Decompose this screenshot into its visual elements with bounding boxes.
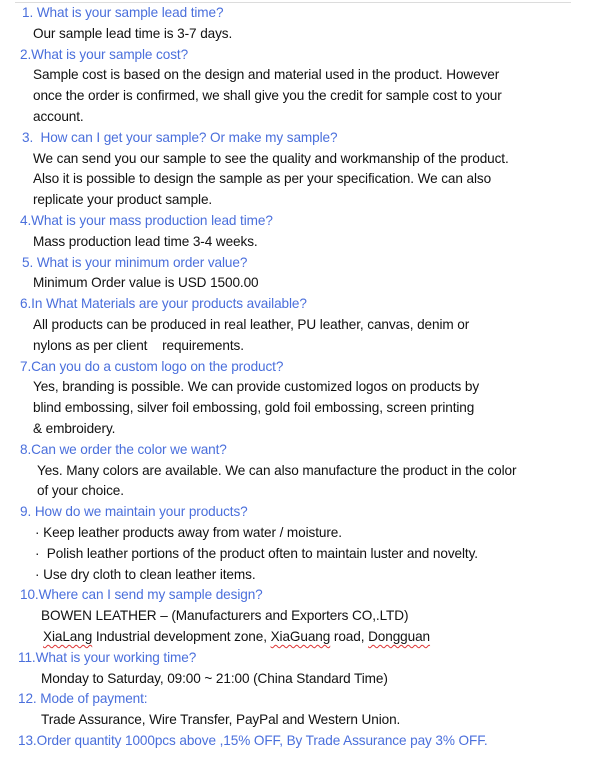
faq-question: 9. How do we maintain your products? bbox=[20, 504, 248, 520]
faq-question: 13.Order quantity 1000pcs above ,15% OFF, By Trade Assurance pay 3% OFF. bbox=[18, 732, 488, 748]
faq-answer: We can send you our sample to see the quality and workmanship of the product. bbox=[33, 150, 509, 166]
faq-answer: Also it is possible to design the sample as per your specification. We can also bbox=[33, 171, 492, 187]
faq-bullet: · Keep leather products away from water / moisture. bbox=[35, 524, 342, 540]
faq-question: 6.In What Materials are your products available? bbox=[20, 296, 307, 312]
faq-answer: blind embossing, silver foil embossing, gold foil embossing, screen printing bbox=[33, 400, 475, 416]
faq-question: 7.Can you do a custom logo on the product? bbox=[20, 358, 284, 374]
faq-answer: BOWEN LEATHER – (Manufacturers and Exporters CO,.LTD) bbox=[41, 608, 409, 624]
faq-answer: Yes, branding is possible. We can provide customized logos on products by bbox=[33, 379, 480, 395]
address-text: Industrial development zone, bbox=[92, 628, 271, 644]
faq-bullet: · Use dry cloth to clean leather items. bbox=[35, 566, 256, 582]
faq-question: 8.Can we order the color we want? bbox=[20, 441, 227, 457]
faq-question: 3. How can I get your sample? Or make my sample? bbox=[22, 129, 338, 145]
faq-question: 10.Where can I send my sample design? bbox=[20, 587, 263, 603]
faq-question: 12. Mode of payment: bbox=[18, 691, 148, 707]
faq-answer: of your choice. bbox=[37, 483, 124, 499]
faq-answer: replicate your product sample. bbox=[33, 192, 213, 208]
faq-document bbox=[0, 3, 616, 752]
faq-answer: Yes. Many colors are available. We can also manufacture the product in the color bbox=[37, 462, 517, 478]
faq-answer-address bbox=[0, 627, 616, 648]
faq-answer: Minimum Order value is USD 1500.00 bbox=[33, 275, 259, 291]
faq-answer: account. bbox=[33, 108, 84, 124]
spellcheck-word: XiaGuang bbox=[270, 628, 331, 644]
faq-answer: Sample cost is based on the design and material used in the product. However bbox=[33, 67, 500, 83]
faq-question: 1. What is your sample lead time? bbox=[22, 5, 224, 20]
faq-question: 2.What is your sample cost? bbox=[20, 46, 189, 62]
faq-answer: nylons as per client requirements. bbox=[33, 337, 244, 353]
spellcheck-word: XiaLang bbox=[43, 628, 93, 644]
faq-question: 11.What is your working time? bbox=[18, 649, 197, 665]
faq-answer: All products can be produced in real leather, PU leather, canvas, denim or bbox=[33, 316, 470, 332]
faq-answer: Our sample lead time is 3-7 days. bbox=[33, 25, 233, 41]
faq-answer: & embroidery. bbox=[33, 420, 116, 436]
spellcheck-word: Dongguan bbox=[368, 628, 431, 644]
faq-question: 4.What is your mass production lead time? bbox=[20, 212, 273, 228]
faq-answer: Mass production lead time 3-4 weeks. bbox=[33, 233, 258, 249]
faq-bullet: · Polish leather portions of the product often to maintain luster and novelty. bbox=[35, 545, 478, 561]
address-text: road, bbox=[330, 628, 369, 644]
faq-question: 5. What is your minimum order value? bbox=[22, 254, 248, 270]
faq-answer: once the order is confirmed, we shall give you the credit for sample cost to your bbox=[33, 88, 502, 104]
faq-answer: Trade Assurance, Wire Transfer, PayPal and Western Union. bbox=[41, 712, 401, 728]
faq-answer: Monday to Saturday, 09:00 ~ 21:00 (China Standard Time) bbox=[41, 670, 388, 686]
